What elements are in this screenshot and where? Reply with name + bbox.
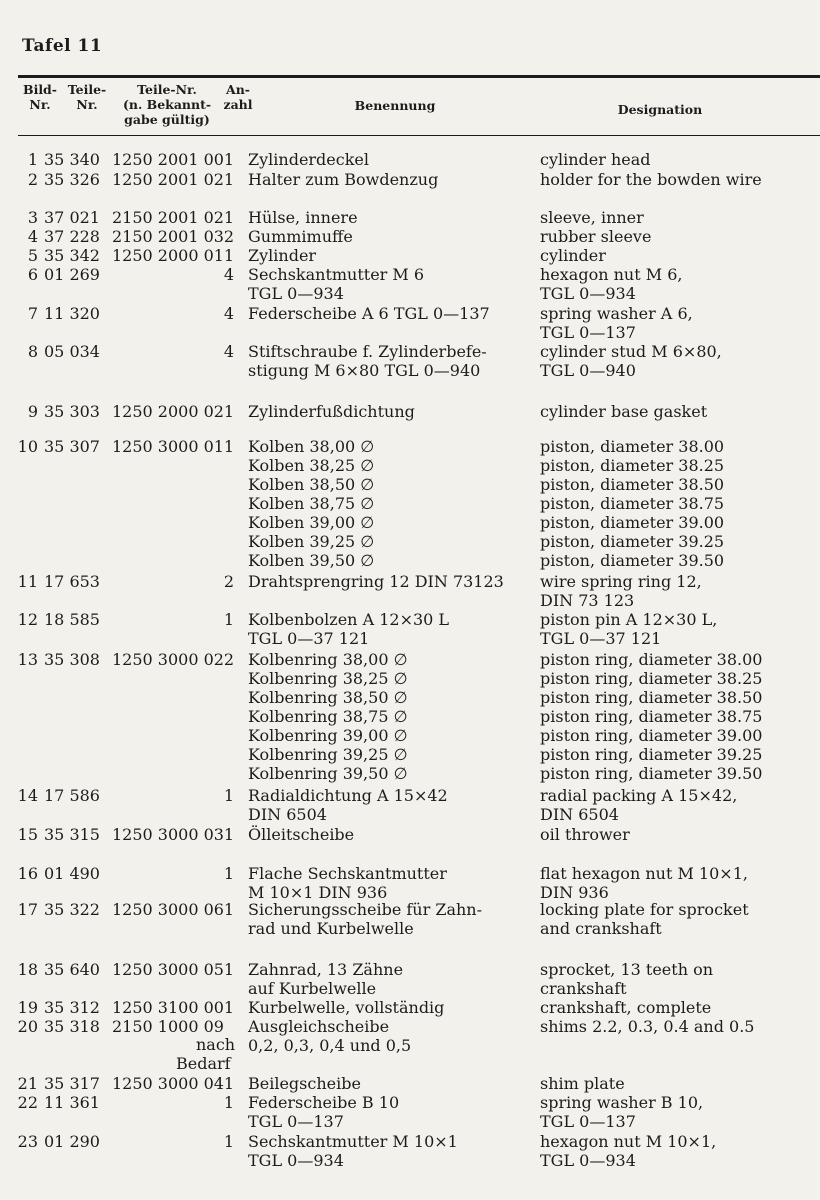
designation-line: holder for the bowden wire (540, 170, 762, 189)
anzahl: 4 (223, 342, 234, 361)
benennung-line: Kurbelwelle, vollständig (248, 998, 445, 1017)
benennung (248, 1074, 538, 1093)
designation (540, 342, 820, 380)
benennung (248, 265, 538, 303)
benennung (248, 304, 538, 323)
benennung-line: Drahtsprengring 12 DIN 73123 (248, 572, 504, 591)
benennung-line: Radialdichtung A 15×42 (248, 786, 448, 805)
designation-line: TGL 0—37 121 (540, 629, 662, 648)
designation-line: crankshaft (540, 979, 627, 998)
benennung-line: Flache Sechskantmutter (248, 864, 447, 883)
bild-nr: 14 (17, 786, 38, 805)
teile-nr: 37 021 (44, 208, 100, 227)
teile-nr: 01 290 (44, 1132, 100, 1151)
teile-nr: 11 361 (44, 1093, 100, 1112)
teile-nr: 35 322 (44, 900, 100, 919)
designation (540, 825, 820, 844)
bild-nr: 22 (17, 1093, 38, 1112)
benennung-line: TGL 0—137 (248, 1112, 344, 1131)
bild-nr: 18 (17, 960, 38, 979)
anzahl: 1 (223, 786, 234, 805)
benennung-line: Gummimuffe (248, 227, 353, 246)
teile-nr: 01 490 (44, 864, 100, 883)
anzahl: 1 (223, 1093, 234, 1112)
benennung-line: Kolbenring 39,00 ∅ (248, 726, 408, 745)
benennung (248, 960, 538, 998)
benennung (248, 246, 538, 265)
teile-nr-bekanntgabe: 1250 3000 01 (112, 437, 224, 456)
designation-line: hexagon nut M 10×1, (540, 1132, 717, 1151)
designation-line: piston ring, diameter 38.75 (540, 707, 763, 726)
benennung (248, 208, 538, 227)
benennung (248, 170, 538, 189)
teile-nr: 01 269 (44, 265, 100, 284)
designation-line: crankshaft, complete (540, 998, 712, 1017)
bild-nr: 8 (27, 342, 38, 361)
bild-nr: 9 (27, 402, 38, 421)
benennung-line: Beilegscheibe (248, 1074, 361, 1093)
designation-line: TGL 0—137 (540, 323, 636, 342)
benennung (248, 650, 538, 783)
teile-nr-bekanntgabe: 2150 1000 09 (112, 1017, 224, 1036)
benennung-line: TGL 0—934 (248, 284, 344, 303)
anzahl: 1 (223, 825, 234, 844)
anzahl: 1 (223, 170, 234, 189)
designation-line: cylinder head (540, 150, 651, 169)
teile-nr: 37 228 (44, 227, 100, 246)
benennung (248, 825, 538, 844)
anzahl: 2 (223, 227, 234, 246)
teile-nr: 35 318 (44, 1017, 100, 1036)
teile-nr-bekanntgabe: 1250 2000 02 (112, 402, 224, 421)
designation-line: DIN 936 (540, 883, 609, 902)
header-bekanntgabe: Teile-Nr. (n. Bekannt- gabe gültig) (122, 82, 212, 127)
benennung-line: Sechskantmutter M 6 (248, 265, 425, 284)
bild-nr: 3 (27, 208, 38, 227)
anzahl: 4 (223, 304, 234, 323)
bild-nr: 6 (27, 265, 38, 284)
anzahl: 1 (223, 246, 234, 265)
bild-nr: 5 (27, 246, 38, 265)
benennung-line: Hülse, innere (248, 208, 358, 227)
designation-line: DIN 6504 (540, 805, 619, 824)
teile-nr: 17 586 (44, 786, 100, 805)
anzahl: 1 (223, 960, 234, 979)
designation-line: piston, diameter 38.00 (540, 437, 725, 456)
designation-line: TGL 0—934 (540, 284, 636, 303)
bild-nr: 7 (27, 304, 38, 323)
bild-nr: 13 (17, 650, 38, 669)
teile-nr: 35 303 (44, 402, 100, 421)
benennung-line: Halter zum Bowdenzug (248, 170, 439, 189)
designation-line: TGL 0—934 (540, 1151, 636, 1170)
designation (540, 864, 820, 902)
designation-line: shim plate (540, 1074, 625, 1093)
header-bottom-rule (18, 135, 820, 136)
benennung-line: Zahnrad, 13 Zähne (248, 960, 404, 979)
designation (540, 1017, 820, 1036)
designation (540, 150, 820, 169)
benennung (248, 998, 538, 1017)
designation (540, 900, 820, 938)
anzahl: 1 (223, 208, 234, 227)
teile-nr: 35 640 (44, 960, 100, 979)
designation-line: cylinder base gasket (540, 402, 708, 421)
teile-nr-bekanntgabe: 1250 3000 02 (112, 650, 224, 669)
anzahl: 1 (223, 150, 234, 169)
teile-nr-bekanntgabe: 1250 2001 02 (112, 170, 224, 189)
designation (540, 610, 820, 648)
anzahl: 4 (223, 265, 234, 284)
designation-line: piston pin A 12×30 L, (540, 610, 718, 629)
bild-nr: 20 (17, 1017, 38, 1036)
designation-line: piston, diameter 39.50 (540, 551, 725, 570)
benennung-line: Kolben 39,50 ∅ (248, 551, 375, 570)
anzahl: 1 (223, 437, 234, 456)
designation (540, 437, 820, 570)
designation (540, 960, 820, 998)
benennung-line: 0,2, 0,3, 0,4 und 0,5 (248, 1036, 412, 1055)
benennung-line: Kolbenring 39,25 ∅ (248, 745, 408, 764)
benennung-line: DIN 6504 (248, 805, 327, 824)
designation (540, 1093, 820, 1131)
designation-line: spring washer B 10, (540, 1093, 704, 1112)
benennung-line: Zylinderdeckel (248, 150, 370, 169)
designation-line: oil thrower (540, 825, 630, 844)
teile-nr-bekanntgabe: 1250 3000 06 (112, 900, 224, 919)
designation-line: radial packing A 15×42, (540, 786, 738, 805)
bild-nr: 2 (27, 170, 38, 189)
designation-line: piston ring, diameter 38.00 (540, 650, 763, 669)
designation-line: flat hexagon nut M 10×1, (540, 864, 748, 883)
designation-line: piston ring, diameter 38.25 (540, 669, 763, 688)
designation (540, 246, 820, 265)
bild-nr: 12 (17, 610, 38, 629)
benennung (248, 1132, 538, 1170)
designation-line: cylinder (540, 246, 606, 265)
designation (540, 650, 820, 783)
bild-nr: 10 (17, 437, 38, 456)
benennung-line: Sechskantmutter M 10×1 (248, 1132, 458, 1151)
benennung-line: Kolbenring 38,00 ∅ (248, 650, 408, 669)
benennung (248, 227, 538, 246)
teile-nr-bekanntgabe: 1250 3100 00 (112, 998, 224, 1017)
designation (540, 227, 820, 246)
bild-nr: 11 (17, 572, 38, 591)
designation-line: piston ring, diameter 39.00 (540, 726, 763, 745)
benennung-line: Federscheibe A 6 TGL 0—137 (248, 304, 490, 323)
benennung-line: Kolben 39,00 ∅ (248, 513, 375, 532)
bild-nr: 4 (27, 227, 38, 246)
header-anzahl: An- zahl (223, 82, 253, 112)
anzahl: 1 (223, 402, 234, 421)
benennung-line: Kolbenbolzen A 12×30 L (248, 610, 450, 629)
teile-nr: 17 653 (44, 572, 100, 591)
benennung-line: Federscheibe B 10 (248, 1093, 400, 1112)
benennung-line: TGL 0—37 121 (248, 629, 370, 648)
header-benennung: Benennung (354, 98, 436, 113)
benennung-line: Kolben 38,00 ∅ (248, 437, 375, 456)
header-teile: Teile- Nr. (67, 82, 107, 112)
designation-line: TGL 0—940 (540, 361, 636, 380)
designation-line: DIN 73 123 (540, 591, 635, 610)
quantity-note: Bedarf (176, 1054, 231, 1073)
anzahl: 1 (223, 610, 234, 629)
benennung-line: Zylinderfußdichtung (248, 402, 415, 421)
teile-nr: 35 342 (44, 246, 100, 265)
designation-line: piston, diameter 38.50 (540, 475, 725, 494)
teile-nr: 35 340 (44, 150, 100, 169)
designation (540, 304, 820, 342)
benennung-line: Ölleitscheibe (248, 825, 355, 844)
teile-nr-bekanntgabe: 1250 3000 03 (112, 825, 224, 844)
teile-nr-bekanntgabe: 1250 2001 00 (112, 150, 224, 169)
teile-nr: 35 307 (44, 437, 100, 456)
designation (540, 265, 820, 303)
header-top-rule (18, 75, 820, 78)
benennung-line: Stiftschraube f. Zylinderbefe- (248, 342, 487, 361)
benennung (248, 610, 538, 648)
designation-line: cylinder stud M 6×80, (540, 342, 722, 361)
benennung-line: Ausgleichscheibe (248, 1017, 390, 1036)
benennung-line: Kolben 38,50 ∅ (248, 475, 375, 494)
designation (540, 1132, 820, 1170)
benennung (248, 572, 538, 591)
teile-nr: 35 312 (44, 998, 100, 1017)
benennung-line: Kolbenring 38,25 ∅ (248, 669, 408, 688)
designation-line: shims 2.2, 0.3, 0.4 and 0.5 (540, 1017, 755, 1036)
teile-nr-bekanntgabe: 1250 3000 04 (112, 1074, 224, 1093)
anzahl: 1 (223, 900, 234, 919)
designation-line: piston ring, diameter 39.50 (540, 764, 763, 783)
benennung (248, 1017, 538, 1055)
benennung (248, 342, 538, 380)
designation (540, 208, 820, 227)
designation-line: piston, diameter 38.25 (540, 456, 725, 475)
benennung-line: Kolbenring 39,50 ∅ (248, 764, 408, 783)
header-designation: Designation (617, 102, 703, 117)
teile-nr: 35 308 (44, 650, 100, 669)
designation-line: piston ring, diameter 38.50 (540, 688, 763, 707)
designation (540, 786, 820, 824)
designation (540, 1074, 820, 1093)
quantity-note: nach (196, 1035, 236, 1054)
benennung (248, 150, 538, 169)
teile-nr-bekanntgabe: 2150 2001 03 (112, 227, 224, 246)
designation-line: sleeve, inner (540, 208, 644, 227)
anzahl: 1 (223, 1132, 234, 1151)
bild-nr: 23 (17, 1132, 38, 1151)
header-bild: Bild- Nr. (23, 82, 57, 112)
benennung (248, 864, 538, 902)
teile-nr: 18 585 (44, 610, 100, 629)
bild-nr: 19 (17, 998, 38, 1017)
designation (540, 170, 820, 189)
benennung-line: rad und Kurbelwelle (248, 919, 414, 938)
designation (540, 998, 820, 1017)
designation-line: locking plate for sprocket (540, 900, 749, 919)
benennung-line: stigung M 6×80 TGL 0—940 (248, 361, 481, 380)
designation-line: piston, diameter 39.00 (540, 513, 725, 532)
benennung (248, 786, 538, 824)
teile-nr: 05 034 (44, 342, 100, 361)
benennung-line: Kolben 38,25 ∅ (248, 456, 375, 475)
benennung-line: Kolben 38,75 ∅ (248, 494, 375, 513)
benennung-line: Kolbenring 38,75 ∅ (248, 707, 408, 726)
designation-line: piston ring, diameter 39.25 (540, 745, 763, 764)
bild-nr: 1 (27, 150, 38, 169)
benennung (248, 437, 538, 570)
benennung-line: TGL 0—934 (248, 1151, 344, 1170)
teile-nr-bekanntgabe: 1250 3000 05 (112, 960, 224, 979)
designation (540, 402, 820, 421)
designation-line: TGL 0—137 (540, 1112, 636, 1131)
benennung-line: Kolbenring 38,50 ∅ (248, 688, 408, 707)
bild-nr: 17 (17, 900, 38, 919)
designation-line: hexagon nut M 6, (540, 265, 683, 284)
teile-nr-bekanntgabe: 1250 2000 01 (112, 246, 224, 265)
designation (540, 572, 820, 610)
designation-line: and crankshaft (540, 919, 662, 938)
designation-line: piston, diameter 38.75 (540, 494, 725, 513)
teile-nr: 11 320 (44, 304, 100, 323)
benennung-line: Kolben 39,25 ∅ (248, 532, 375, 551)
bild-nr: 16 (17, 864, 38, 883)
benennung (248, 900, 538, 938)
anzahl: 2 (223, 650, 234, 669)
bild-nr: 21 (17, 1074, 38, 1093)
designation-line: spring washer A 6, (540, 304, 693, 323)
teile-nr: 35 326 (44, 170, 100, 189)
anzahl: 1 (223, 998, 234, 1017)
benennung-line: Zylinder (248, 246, 317, 265)
designation-line: piston, diameter 39.25 (540, 532, 725, 551)
teile-nr: 35 317 (44, 1074, 100, 1093)
anzahl: 1 (223, 1074, 234, 1093)
benennung (248, 402, 538, 421)
teile-nr-bekanntgabe: 2150 2001 02 (112, 208, 224, 227)
bild-nr: 15 (17, 825, 38, 844)
designation-line: wire spring ring 12, (540, 572, 702, 591)
benennung-line: M 10×1 DIN 936 (248, 883, 388, 902)
benennung-line: auf Kurbelwelle (248, 979, 377, 998)
benennung-line: Sicherungsscheibe für Zahn- (248, 900, 483, 919)
anzahl: 1 (223, 864, 234, 883)
designation-line: rubber sleeve (540, 227, 652, 246)
designation-line: sprocket, 13 teeth on (540, 960, 714, 979)
teile-nr: 35 315 (44, 825, 100, 844)
benennung (248, 1093, 538, 1131)
anzahl: 2 (223, 572, 234, 591)
page-title: Tafel 11 (22, 36, 103, 56)
